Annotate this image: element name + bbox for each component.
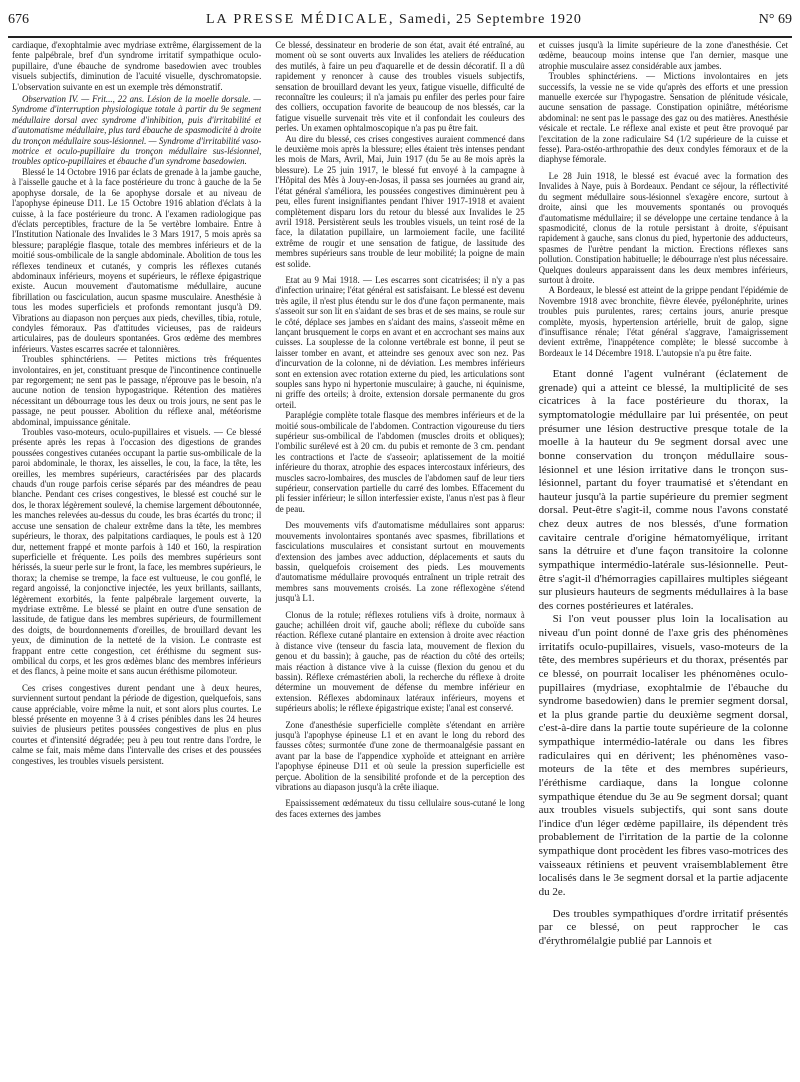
journal-title: LA PRESSE MÉDICALE, [205, 12, 395, 27]
paragraph: Des mouvements vifs d'automatisme médullaires sont apparus: mouvements involontaires spontanés avec spasmes, fibrillations et fasciculations musculaires et consistant surtout en mouvements d'extension des jambes avec adduction, déplacements et sauts du bassin, quelquefois croisement des pieds. Les mouvements d'automatisme médullaire provoqués entraînent un triple retrait des membres sans mouvements croisés. La zone réflexogène s'étend jusqu'à L1. [275, 520, 525, 604]
observation-heading: Observation IV. — Frit..., 22 ans. Lésion de la moelle dorsale. — Syndrome d'interruption physiologique totale à partir du 9e segment médullaire dorsal avec syndrome d'inhibition, puis d'irritabilité et d'automatisme médullaire, plus tard ébauche de spasmodicité à droite du tronçon médullaire sous-lésionnel. — Syndrome d'irritabilité vaso-motrice et oculo-pupillaire du tronçon médullaire sus-lésionnel, troubles optico-pupillaires et ébauche d'un syndrome basedowien. [12, 94, 262, 167]
paragraph: Troubles sphinctériens. — Mictions involontaires en jets successifs, la vessie ne se vide qu'après des efforts et une pression manuelle exercée sur l'hypogastre. Sensation de plénitude vésicale, aucune sensation de passage. Constipation opiniâtre, météorisme abdominal: ne sent pas le passage des gaz ou des matières. Anesthésie vésicale et rectale. Le réflexe anal existe et peut être provoqué par l'excitation de la zone radiculaire S4 (1/2 supérieure de la cuisse et fesse). Para-ostéo-arthropathie des deux condyles fémoraux et de la diaphyse fémorale. [538, 71, 788, 165]
paragraph: Etant donné l'agent vulnérant (éclatement de grenade) qui a atteint ce blessé, la multiplicité de ses cicatrices à la face postérieure du thorax, la symptomatologie médullaire par lui présentée, on peut présumer une lésion destructive presque totale de la moelle à la hauteur du 9e segment dorsal avec une bonne conservation du tronçon médullaire sous-lésionnel et une lésion irritative dans le tronçon sus-lésionnel, partant du foyer traumatisé et s'étendant en hauteur jusqu'à la partie supérieure du premier segment dorsal. Peut-être s'agit-il, comme nous l'avons constaté chez deux autres de nos blessés, d'une formation cavitaire centrale d'origine hématomyélique, irritant sans la détruire et d'une façon transitoire la colonne sympathique intermédio-latérale sus-lésionnelle. Peut-être s'agit-il d'hémorragies capillaires multiples siégeant sur plusieurs hauteurs de segments médullaires à la base des cornes postérieures et latérales. [538, 368, 788, 612]
paragraph: Paraplégie complète totale flasque des membres inférieurs et de la moitié sous-ombilicale de l'abdomen. Contraction vigoureuse du tiers supérieur sus-ombilical de l'abdomen (muscles droits et obliques); l'ombilic surélevé est à 20 cm. du pubis et remonte de 3 cm. pendant les contractions et l'acte de s'asseoir; aplatissement de la moitié inférieure du thorax, atrophie des espaces intercostaux inférieurs, des muscles sacro-lombaires, des muscles de l'abdomen sauf de leur tiers supérieur, conservation partielle du carré des lombes. Effacement du pli fessier inférieur; le sillon interfessier existe, l'anus n'est pas à fleur de peau. [275, 410, 525, 514]
paragraph: et cuisses jusqu'à la limite supérieure de la zone d'anesthésie. Cet œdème, beaucoup moins intense que l'an dernier, masque une atrophie musculaire assez considérable aux jambes. [538, 40, 788, 71]
paragraph: cardiaque, d'exophtalmie avec mydriase extrême, élargissement de la fente palpébrale, bref d'un syndrome irritatif sympathique oculo-pupillaire, d'une ébauche de syndrome basedowien avec troubles visuels subjectifs, diminution de l'acuité visuelle, dyschromatopsie. L'observation suivante en est un exemple très démonstratif. [12, 40, 262, 92]
running-header [8, 12, 792, 34]
page-number: 676 [8, 12, 29, 27]
issue-number: N° 69 [758, 12, 792, 27]
issue-date: Samedi, 25 Septembre 1920 [398, 12, 582, 27]
paragraph: Troubles sphinctériens. — Petites mictions très fréquentes involontaires, en jet, constituant presque de l'incontinence continuelle par regorgement; ne sent pas le passage, n'éprouve pas le besoin, n'a aucune notion de tension hypogastrique. Rétention des matières nécessitant un débourrage tous les deux ou trois jours, ne sent pas le passage, ne peut pousser. Abolition du réflexe anal, météorisme abdominal, impuissance génitale. [12, 354, 262, 427]
paragraph: Si l'on veut pousser plus loin la localisation au niveau d'un point donné de l'axe gris des phénomènes irritatifs oculo-pupillaires, visuels, vaso-moteurs de la tête, des membres supérieurs et du thorax, présentés par ce blessé, on pourrait localiser les phénomènes oculo-pupillaires (mydriase, exophtalmie de l'ébauche du syndrome basedowien) dans le premier segment dorsal, et la plus grande partie du deuxième segment dorsal, c'est-à-dire dans la partie toute supérieure de la colonne sympathique intermédio-latérale ou dans les fibres radiculaires qui en dérivent; les phénomènes vaso-moteurs de la tête et des membres supérieurs, l'éréthisme cardiaque, dans la longue colonne sympathique étendue du 3e au 9e segment dorsal; quant aux troubles visuels subjectifs, qui sont sans doute l'indice d'un léger œdème papillaire, ils dépendent très probablement de l'irritation de la partie de la colonne sympathique dont procèdent les fibres vaso-motrices des vaisseaux rétiniens et peuvent vraisemblablement être localisés dans le 3e segment dorsal et la partie adjacente du 2e. [538, 613, 788, 898]
paragraph: Des troubles sympathiques d'ordre irritatif présentés par ce blessé, on peut rapprocher le cas d'érythromélalgie publié par Lannois et [538, 907, 788, 947]
discussion-section [539, 368, 788, 948]
paragraph: Le 28 Juin 1918, le blessé est évacué avec la formation des Invalides à Naye, puis à Bordeaux. Pendant ce séjour, la réflectivité du segment médullaire sous-lésionnel s'exagère encore, surtout à droite, ainsi que les mouvements spontanés ou provoqués d'automatisme médullaire; il se développe une certaine tendance à la spasmodicité, clonus de la rotule persistant à droite, s'épuisant rapidement à gauche, sans clonus du pied, hypertonie des adducteurs, spasmes de l'urètre pendant la miction. Erections réflexes sans pollution. Constipation habituelle; le débourrage n'est plus nécessaire. Quelques douleurs apparaissent dans les deux membres inférieurs, surtout à droite. [538, 170, 788, 285]
journal-title-line [206, 12, 582, 28]
paragraph: Blessé le 14 Octobre 1916 par éclats de grenade à la jambe gauche, à l'aisselle gauche et à la face postérieure du tronc à gauche de la 5e apophyse dorsale, de la 6e apophyse dorsale et au niveau de l'apophyse épineuse D11. Le 15 Octobre 1916 ablation d'éclats à la cuisse, à la face postérieure du tronc. A l'examen radiologique pas d'éclats perceptibles, fracture de la 5e vertèbre lombaire. Entre à l'Institution Nationale des Invalides le 3 Mars 1917, 5 mois après sa blessure; paraplégie flasque, totale des membres inférieurs et de la moitié sous-ombilicale de la sangle abdominale. Abolition de tous les réflexes tendineux et cutanés, y compris les réflexes cutanés abdominaux inférieurs, moyens et supérieurs, le réflexe épigastrique existe. Aucun mouvement d'automatisme médullaire, aucune fibrillation ou fasciculation, aucun spasme musculaire. Anesthésie à tous les modes superficiels et profonds remontant jusqu'à D9. Vibrations au diapason non perçues aux pieds, chevilles, tibia, rotule, condyles fémoraux. Pas d'attitudes vicieuses, pas de raideurs articulaires, pas de douleurs spontanées. Gros œdème des membres inférieurs. Vastes escarres sacrée et talonnières. [12, 166, 262, 354]
paragraph: Etat au 9 Mai 1918. — Les escarres sont cicatrisées; il n'y a pas d'infection urinaire; l'état général est satisfaisant. Le blessé est devenu très agile, il n'est plus étendu sur le dos d'une façon permanente, mais s'asseoit sur son lit en s'aidant de ses bras et de ses mains, se roule sur le côté, déplace ses jambes en s'aidant des mains, s'asseoit même en lançant brusquement le corps en avant et en accrochant ses mains aux cuisses. La souplesse de la colonne vertébrale est bonne, il peut se laisser tomber en avant, et atteindre ses genoux avec son nez. Pas d'incurvation de la colonne, ni de déviation. Les membres inférieurs sont en extension avec rotation externe du pied, les articulations sont souples sans hypo ni hypertonie musculaire; à gauche, ni équinisme, ni griffe des orteils; à droite, extension dorsale permanente du gros orteil. [275, 274, 525, 410]
paragraph: Au dire du blessé, ces crises congestives auraient commencé dans le deuxième mois après la blessure; elles étaient très intenses pendant les mois de Mars, Avril, Mai, Juin 1917 (du 5e au 8e mois après la blessure). Le 25 juin 1917, le blessé fut envoyé à la campagne à l'Hôpital des Mès à Jouy-en-Josas, il passa ses journées au grand air, l'état général s'améliora, les poussées congestives diminuèrent peu à peu, elles furent insignifiantes pendant l'hiver 1917-1918 et avaient complètement disparu lors du retour du blessé aux Invalides le 25 avril 1918. Persistèrent seuls les troubles visuels, un teint rosé de la face, la dilatation pupillaire, un larmoiement facile, une facilité extrême de rougir et une sensation de fatigue, de lassitude des membres supérieurs sans trouble de leur mobilité; la poigne de main est solide. [275, 133, 525, 269]
paragraph: Ces crises congestives durent pendant une à deux heures, surviennent surtout pendant la période de digestion, quelquefois, sans cause appréciable, voire même la nuit, et sont alors plus courtes. Le blessé présente en moyenne 3 à 4 crises pénibles dans les 24 heures suivies de plusieurs petites poussées congestives de plus en plus courtes et d'intensité dégradée; peu à peu tout rentre dans l'ordre, le calme se fait, mais même dans l'intervalle des crises et des poussées congestives, les troubles visuels persistent. [12, 682, 262, 766]
paragraph: A Bordeaux, le blessé est atteint de la grippe pendant l'épidémie de Novembre 1918 avec bronchite, fièvre élevée, pyélonéphrite, urines troubles puis purulentes, rares; certains jours, anurie presque complète, myosis, hypertension artérielle, bruit de galop, signe d'insuffisance rénale; l'état général s'aggrave, l'amaigrissement devient extrême, l'inappétence complète; le blessé succombe à Bordeaux le 14 Décembre 1918. L'autopsie n'a pu être faite. [538, 285, 788, 358]
paragraph: Ce blessé, dessinateur en broderie de son état, avait été entraîné, au moment où se sont ouverts aux Invalides les ateliers de rééducation des mutilés, à faire un peu d'aquarelle et de dessin décoratif. Il a dû rapidement y renoncer à cause des troubles visuels subjectifs, sensation de brouillard devant les yeux, fatigue visuelle, difficulté de reconnaître les couleurs; il n'a jamais pu enfiler des perles pour faire des colliers, occupation favorite de beaucoup de nos blessés, car la fatigue visuelle survenait très vite et il confondait les couleurs des perles. Un examen ophtalmoscopique n'a pas pu être fait. [275, 40, 525, 134]
column-right [539, 40, 788, 1074]
paragraph: Clonus de la rotule; réflexes rotuliens vifs à droite, normaux à gauche; achilléen droit vif, gauche aboli; réflexe du cuboïde sans réaction. Réflexe cutané plantaire en extension à droite avec réaction à distance vive (tenseur du fascia lata, mouvement de flexion du genou et du bassin); à gauche, pas de réaction du côté des orteils; mais réaction à distance vive à la cuisse (flexion du genou et du bassin). Réflexe crémastérien aboli, la recherche du réflexe à droite détermine un mouvement de défense du membre inférieur en extension. Réflexes abdominaux latéraux inférieurs, moyens et supérieurs abolis; le réflexe épigastrique existe; l'anal est conservé. [275, 609, 525, 714]
column-middle [275, 40, 524, 1074]
header-rule [8, 36, 792, 38]
paragraph: Troubles vaso-moteurs, oculo-pupillaires et visuels. — Ce blessé présente après les repas à l'occasion des digestions de grandes poussées congestives cutanées occupant la partie sus-ombilicale de la paroi abdominale, le thorax, les aisselles, le cou, la face, la tête, les oreilles, les membres supérieurs, caractérisées par des placards chauds d'un rouge parfois cerise séparés par des méandres de peau blanche. Pendant ces crises congestives, le blessé est couché sur le dos, le thorax légèrement soulevé, la chemise largement déboutonnée, les manches relevées au-dessus du coude, les bras écartés du tronc; il accuse une sensation de chaleur extrême dans la tête, les membres supérieurs, le thorax, des palpitations cardiaques, le pouls est à 120 dur, nettement frappé et monte parfois à 140 et 160, la respiration superficielle et fréquente. Les poils des membres supérieurs sont hérissés, la sueur perle sur le front, la face, les membres supérieurs, le thorax; la chemise se trempe, la face est vultueuse, le cou gonflé, le regard angoissé, la conjonctive injectée, les yeux brillants, saillants, légèrement exorbités, la fente palpébrale largement ouverte, la mydriase extrême. Le blessé se plaint en outre d'une sensation de lassitude, de fatigue dans les membres supérieurs, de fourmillement des doigts, de bourdonnements d'oreilles, de brouillard devant les yeux, de diminution de la netteté de la vision. Le contraste est frappant entre cette congestion, cet éréthisme du segment sus-ombilical du corps, et les gros œdèmes blanc des membres inférieurs et des flancs, à peine moite et sans aucun éréthisme pilomoteur. [12, 427, 262, 677]
text-columns [12, 40, 788, 1074]
paragraph: Epaississement œdémateux du tissu cellulaire sous-cutané le long des faces externes des jambes [275, 798, 525, 819]
paragraph: Zone d'anesthésie superficielle complète s'étendant en arrière jusqu'à l'apophyse épineuse L1 et en avant le long du rebord des fausses côtes; surmontée d'une zone de thermoanalgésie passant en avant par la base de l'appendice xyphoïde et atteignant en arrière l'apophyse épineuse D11 et où seule la pression superficielle est perçue. Abolition de la sensibilité profonde et de la perception des vibrations au diapason jusqu'à la crête iliaque. [275, 719, 525, 793]
column-left [12, 40, 261, 1074]
